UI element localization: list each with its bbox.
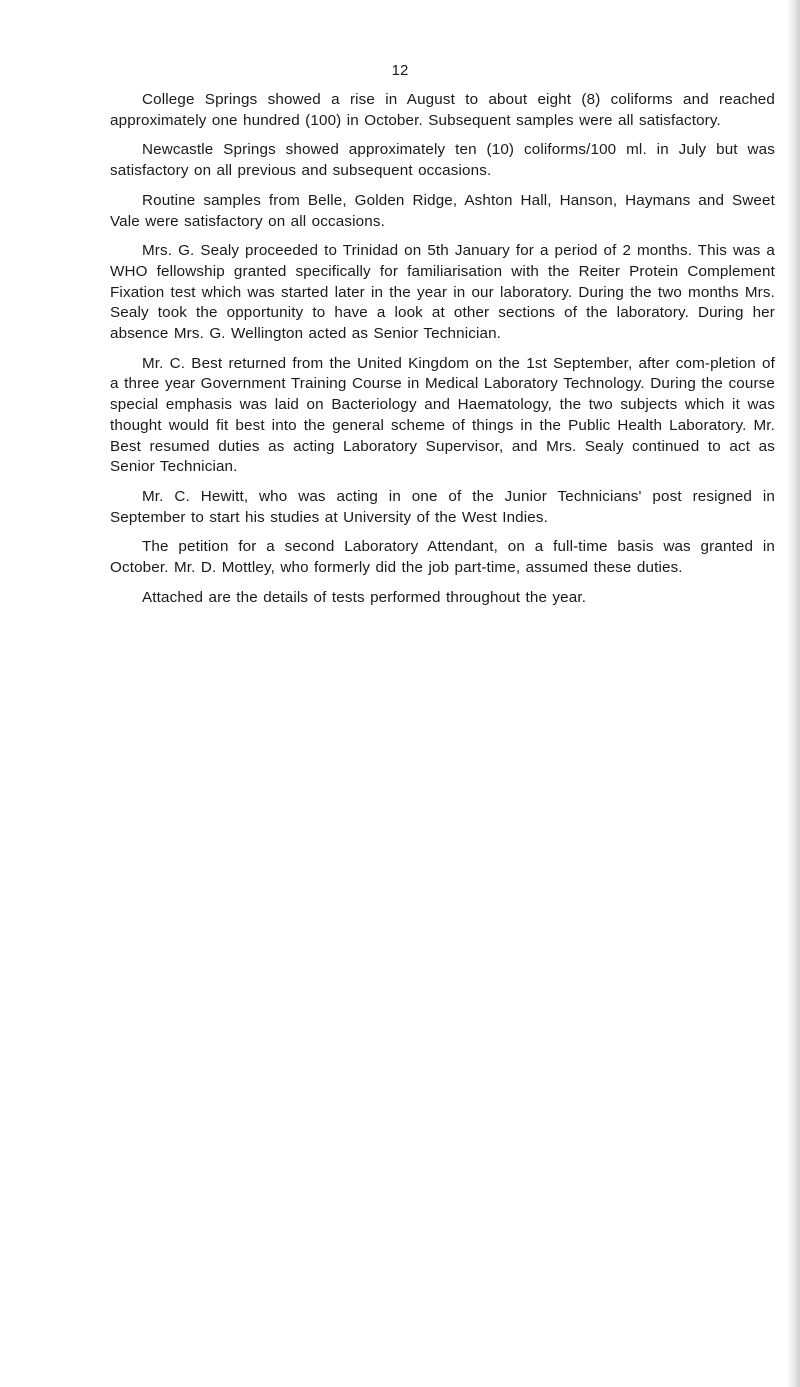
page-edge-shadow xyxy=(786,0,800,1387)
body-text xyxy=(110,90,775,617)
paragraph-mrs-sealy-trinidad: Mrs. G. Sealy proceeded to Trinidad on 5th January for a period of 2 months. This was a WHO fellowship granted specifically for familiarisation with the Reiter Protein Complement Fixation test which was started later in the year in our laboratory. During the two months Mrs. Sealy took the opportunity to have a look at other sections of the laboratory. During her absence Mrs. G. Wellington acted as Senior Technician. xyxy=(110,242,775,343)
paragraph-routine-samples: Routine samples from Belle, Golden Ridge, Ashton Hall, Hanson, Haymans and Sweet Vale were satisfactory on all occasions. xyxy=(110,191,775,230)
paragraph-mr-hewitt: Mr. C. Hewitt, who was acting in one of the Junior Technicians' post resigned in September to start his studies at University of the West Indies. xyxy=(110,487,775,526)
paragraph-laboratory-attendant: The petition for a second Laboratory Attendant, on a full-time basis was granted in October. Mr. D. Mottley, who formerly did the job part-time, assumed these duties. xyxy=(110,538,775,577)
paragraph-newcastle-springs: Newcastle Springs showed approximately ten (10) coliforms/100 ml. in July but was satisfactory on all previous and subsequent occasions. xyxy=(110,141,775,180)
paragraph-college-springs: College Springs showed a rise in August to about eight (8) coliforms and reached approximately one hundred (100) in October. Subsequent samples were all satisfactory. xyxy=(110,91,775,129)
page-number: 12 xyxy=(391,62,409,79)
paragraph-mr-best-return: Mr. C. Best returned from the United Kingdom on the 1st September, after com-pletion of a three year Government Training Course in Medical Laboratory Technology. During the course special emphasis was laid on Bacteriology and Haematology, the two subjects which it was thought would fit best into the general scheme of things in the Public Health Laboratory. Mr. Best resumed duties as acting Laboratory Supervisor, and Mrs. Sealy continued to act as Senior Technician. xyxy=(110,354,775,476)
paragraph-attached-details: Attached are the details of tests performed throughout the year. xyxy=(142,588,587,606)
